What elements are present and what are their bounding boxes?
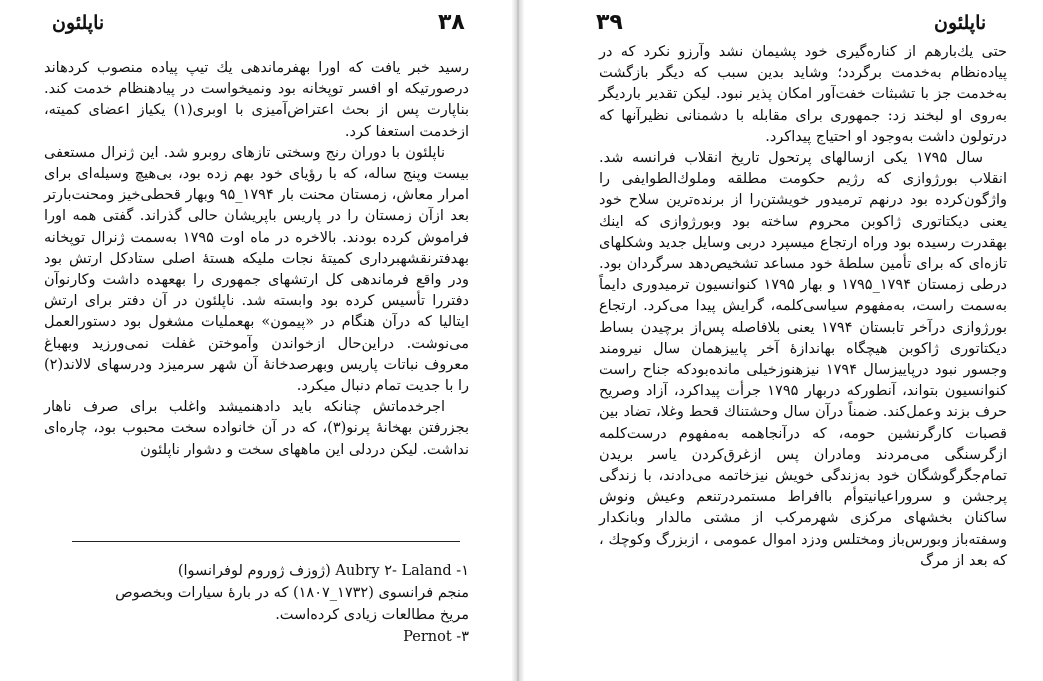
left-paragraph: ناپلئون با دوران رنج وسختی تازهای روبرو شد. این ژنرال مستعفی بیست وپنج ساله، که با رؤیای خود بهم زده بود، بی‌هیچ وسیله‌ای برای امرار معاش، زمستان محنت بار ۱۷۹۴_۹۵ وبهار قحطی‌خیز ومحنت‌بارتر بعد ازآن زمستان را در پاریس باپریشان حالی گذراند. گفتی همه اورا فراموش کرده بودند. بالاخره در ماه اوت ۱۷۹۵ به‌سمت ژنرال توپخانه بهدفترنقشهبرداری کمیتهٔ نجات ملیکه هستهٔ اصلی ستادکل ارتش بود ودر واقع فرماندهی کل ارتشهای جمهوری را بهعهده داشت وکارنوآن دفتررا تأسیس کرده بود وابسته شد. ناپلئون در آن دفتر برای ارتش ایتالیا که درآن هنگام در «پیمون» بهعملیات مشغول بود دستورالعمل می‌نوشت. دراین‌حال ازخواندن وآموختن غفلت نمی‌ورزید وبهباغ معروف نباتات پاریس وبهرصدخانهٔ آن شهر سرمیزد ودرسهای لالاند(۲) را با جدیت تمام دنبال میکرد.	[44, 144, 469, 395]
left-paragraph: رسید خبر یافت که اورا بهفرماندهی یك تیپ پیاده منصوب کردهاند درصورتیکه او افسر توپخانه بود ونمیخواست در پیادهنظام خدمت کند. بناپارت پس از بحث اعتراض‌آمیزی با اوبری(۱) یکیاز اعضای کمیته، ازخدمت استعفا کرد.	[44, 60, 469, 140]
left-body-text	[44, 58, 469, 461]
footnote-line: ۳- Pernot	[403, 629, 469, 645]
left-paragraph: اجرخدماتش چنانکه باید دادهنمیشد واغلب برای صرف ناهار بجزرفتن بهخانهٔ پرنو(۳)، که در آن خانواده سخت محبوب بود، چاره‌ای نداشت. لیکن دردلی این ماههای سخت و دشوار ناپلئون	[44, 399, 469, 458]
footnote-line: مریخ مطالعات زیادی کرده‌است.	[275, 607, 469, 623]
left-footnotes	[44, 560, 469, 648]
left-page-header	[0, 12, 512, 42]
right-page	[524, 0, 1043, 681]
left-page	[0, 0, 512, 681]
right-header-title: ناپلئون	[934, 12, 987, 34]
book-gutter	[512, 0, 524, 681]
left-header-title: ناپلئون	[52, 12, 105, 34]
right-page-number: ۳۹	[596, 10, 623, 35]
right-body-text	[599, 42, 1007, 572]
right-paragraph: حتی یك‌بارهم از کناره‌گیری خود پشیمان نشد وآرزو نکرد که در پیاده‌نظام به‌خدمت برگردد؛ وشاید بدین سبب که دیگر بازگشت به‌خدمت جز با تشبثات خفت‌آور امکان پذیر نبود. لیکن تقدیر باردیگر به‌روی او لبخند زد: جمهوری برای مقابله با دشمنانی نظیرآنها که درتولون داشت به‌وجود او احتیاج پیداکرد.	[599, 44, 1007, 145]
left-page-number: ۳۸	[438, 10, 465, 35]
right-paragraph: سال ۱۷۹۵ یکی ازسالهای پرتحول تاریخ انقلاب فرانسه شد. انقلاب بورژوازی که رژیم حکومت مطلقه وملوك‌الطوایفی را واژگون‌کرده بود درنهم ترمیدور خویشتن‌را از برنده‌ترین سلاح خود یعنی دیکتاتوری ژاکوبن محروم ساخته بود وبورژوازی که اینك بهقدرت رسیده بود وراه ارتجاع میسپرد دربی وسایل جدید وشکلهای تازه‌ای که برای تأمین سلطهٔ خود مساعد تشخیص‌دهد سرگردان بود. درطی زمستان ۱۷۹۴_۱۷۹۵ و بهار ۱۷۹۵ کنوانسیون ترمیدوری دایماً به‌سمت راست، به‌مفهوم سیاسی‌کلمه، گرایش پیدا می‌کرد. ارتجاع بورژوازی درآخر تابستان ۱۷۹۴ یعنی بلافاصله پس‌از برچیدن بساط دیکتاتوری ژاکوبن هیچگاه بهاندازهٔ آخر پاییزهمان سال نیرومند وجسور نبود درپاییزسال ۱۷۹۴ نیزهنوزخیلی مانده‌بودکه جناح راست کنوانسیون بتواند، آنطورکه دربهار ۱۷۹۵ جرأت پیداکرد، آزاد وصریح حرف بزند وعمل‌کند. ضمناً درآن سال وحشتناك قحط وغلا، تضاد بین قصبات کارگرنشین حومه، که درآنجاهمه به‌مفهوم درست‌کلمه ازگرسنگی می‌مردند ومادران پس ازغرق‌کردن یاسر بریدن تمام‌جگرگوشگان خود به‌زندگی خویش نیزخاتمه می‌دادند، با زندگی پرجشن و سروراعیانیتوأم باافراط مستمردرتنعم وعیش ونوش ساکنان بخشهای مرکزی شهرمرکب از مشتی مالدار وبانکدار وسفته‌باز وبورس‌باز ومختلس ودزد اموال عمومی ، ازبزرگ وکوچك ، که بعد از مرگ	[599, 150, 1008, 569]
footnote-line: منجم فرانسوی (۱۷۳۲_۱۸۰۷) که در بارهٔ سیارات وبخصوص	[115, 585, 469, 601]
right-page-header	[524, 12, 1043, 42]
footnote-line: ۱- Aubry ۲- Laland (ژوزف ژوروم لوفرانسوا)	[177, 563, 469, 579]
footnote-divider	[72, 541, 460, 542]
